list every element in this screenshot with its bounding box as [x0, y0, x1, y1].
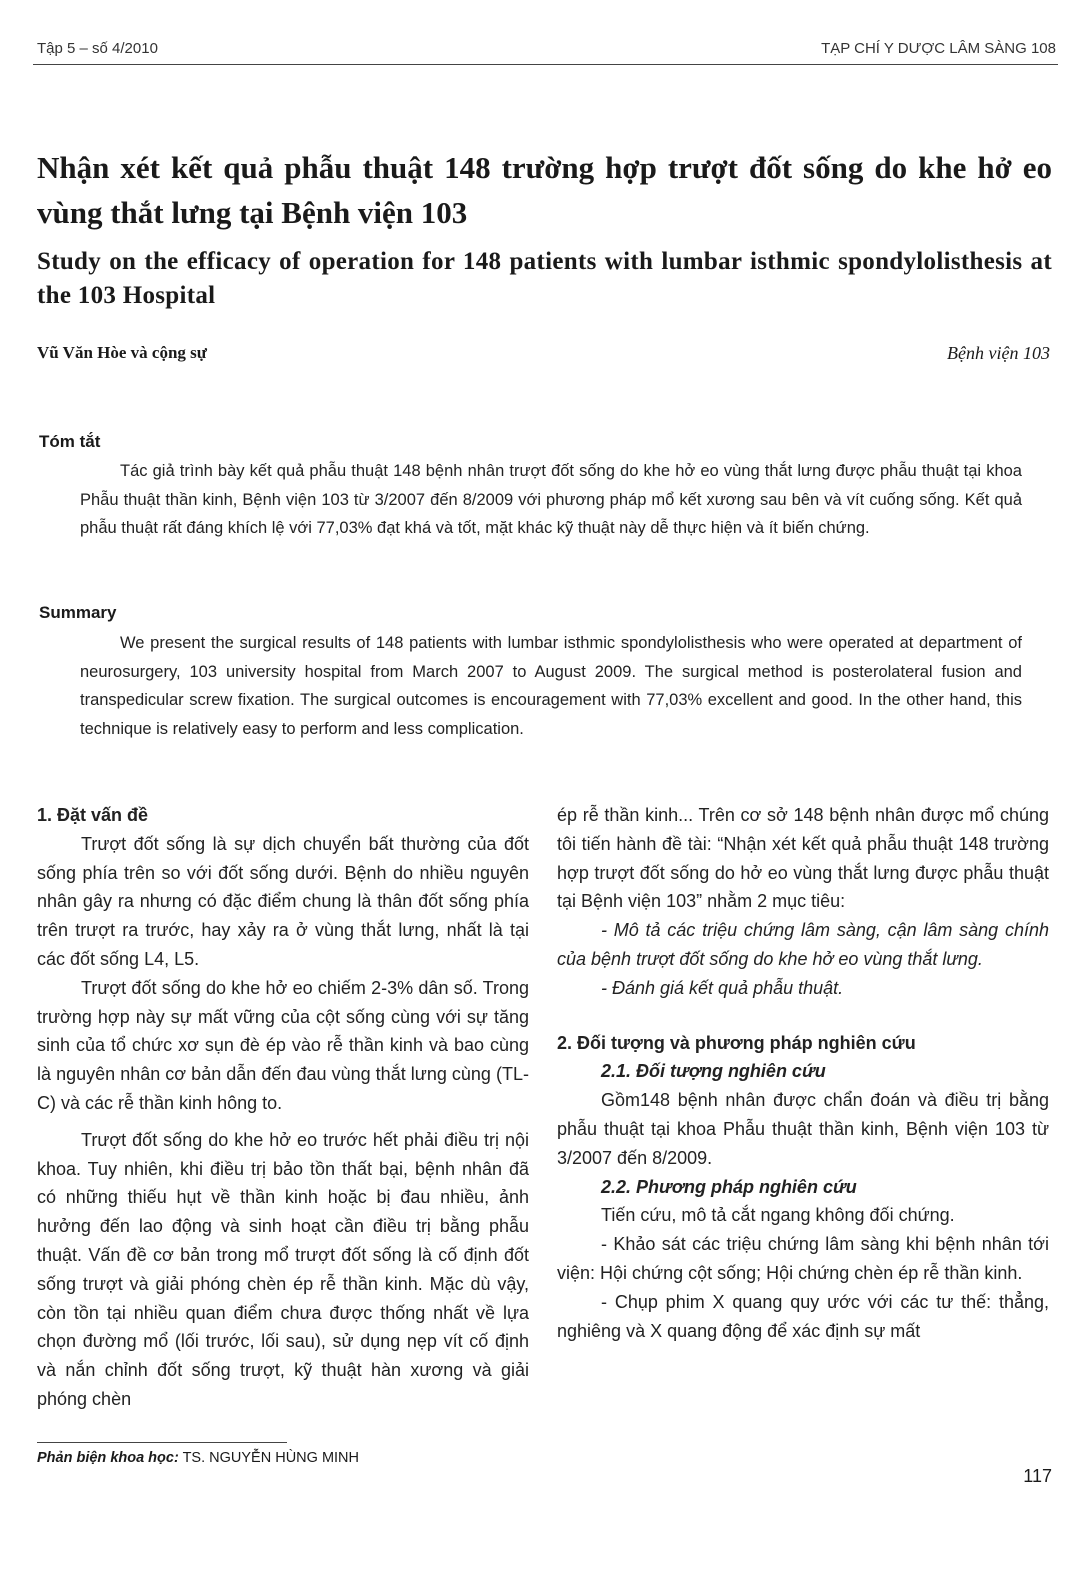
right-column — [557, 801, 1049, 1345]
subsection-2-1: 2.1. Đối tượng nghiên cứu — [601, 1061, 826, 1082]
section-2-heading: 2. Đối tượng và phương pháp nghiên cứu — [557, 1032, 916, 1053]
reviewer-name: TS. NGUYỄN HÙNG MINH — [182, 1450, 359, 1466]
objective-2: - Đánh giá kết quả phẫu thuật. — [601, 977, 844, 998]
reviewer-label: Phản biện khoa học: — [37, 1450, 179, 1466]
paragraph: Trượt đốt sống do khe hở eo chiếm 2-3% dân số. Trong trường hợp này sự mất vững của cột sống cùng với sự tăng sinh của tổ chức xơ sụn đè ép vào rễ thần kinh và bao cùng là nguyên nhân cơ bản dẫn đến đau vùng thắt lưng cùng (TL-C) và các rễ thần kinh hông to. — [37, 977, 529, 1113]
article-subtitle-en: Study on the efficacy of operation for 148 patients with lumbar isthmic spondylolisthesis at the 103 Hospital — [37, 248, 1052, 309]
paragraph: - Khảo sát các triệu chứng lâm sàng khi bệnh nhân tới viện: Hội chứng cột sống; Hội chứng chèn ép rễ thần kinh. — [557, 1234, 1049, 1283]
author: Vũ Văn Hòe và cộng sự — [37, 343, 207, 362]
paragraph: Trượt đốt sống là sự dịch chuyển bất thường của đốt sống phía trên so với đốt sống dưới. Bệnh do nhiều nguyên nhân gây ra nhưng có đặc điểm chung là thân đốt sống phía trên trượt ra trước, hay xảy ra ở vùng thắt lưng, nhất là tại các đốt sống L4, L5. — [37, 833, 529, 969]
paragraph: - Chụp phim X quang quy ước với các tư thế: thẳng, nghiêng và X quang động để xác định sự mất — [557, 1291, 1049, 1341]
objective-1: - Mô tả các triệu chứng lâm sàng, cận lâm sàng chính của bệnh trượt đốt sống do khe hở eo vùng thắt lưng. — [557, 920, 1049, 969]
affiliation: Bệnh viện 103 — [947, 343, 1050, 363]
article-title: Nhận xét kết quả phẫu thuật 148 trường hợp trượt đốt sống do khe hở eo vùng thắt lưng tại Bệnh viện 103 — [37, 150, 1052, 230]
tomtat-heading: Tóm tắt — [39, 432, 101, 451]
footnote-rule — [37, 1442, 287, 1443]
journal-issue: Tập 5 – số 4/2010 — [37, 40, 158, 57]
section-1-heading: 1. Đặt vấn đề — [37, 805, 149, 825]
left-column — [37, 801, 529, 1414]
journal-name: TẠP CHÍ Y DƯỢC LÂM SÀNG 108 — [821, 40, 1056, 57]
paragraph: Gồm148 bệnh nhân được chẩn đoán và điều trị bằng phẫu thuật tại khoa Phẫu thuật thần kinh, Bệnh viện 103 từ 3/2007 đến 8/2009. — [557, 1090, 1049, 1168]
header-rule — [33, 64, 1058, 65]
reviewer-note — [37, 1450, 359, 1466]
paragraph: ép rễ thần kinh... Trên cơ sở 148 bệnh nhân được mổ chúng tôi tiến hành đề tài: “Nhận xét kết quả phẫu thuật 148 trường hợp trượt đốt sống do hở eo vùng thắt lưng được phẫu thuật tại Bệnh viện 103” nhằm 2 mục tiêu: — [557, 805, 1049, 912]
page-number: 117 — [1023, 1466, 1052, 1486]
summary-heading: Summary — [39, 603, 117, 622]
subsection-2-2: 2.2. Phương pháp nghiên cứu — [601, 1176, 857, 1197]
paragraph: Tiến cứu, mô tả cắt ngang không đối chứng. — [601, 1205, 955, 1226]
paragraph: Trượt đốt sống do khe hở eo trước hết phải điều trị nội khoa. Tuy nhiên, khi điều trị bảo tồn thất bại, bệnh nhân đã có những thiếu hụt về thần kinh hoặc bị đau nhiều, ảnh hưởng đến lao động và sinh hoạt cần điều trị bằng phẫu thuật. Vấn đề cơ bản trong mổ trượt đốt sống là cố định đốt sống trượt và giải phóng chèn ép rễ thần kinh. Mặc dù vậy, còn tồn tại nhiều quan điểm chưa được thống nhất về lựa chọn đường mổ (lối trước, lối sau), sử dụng nẹp vít cố định và nắn chỉnh đốt sống trượt, kỹ thuật hàn xương và giải phóng chèn — [37, 1129, 529, 1409]
summary-text: We present the surgical results of 148 patients with lumbar isthmic spondylolisthesis who were operated at department of neurosurgery, 103 university hospital from March 2007 to August 2009. The surgical method is posterolateral fusion and transpedicular screw fixation. The surgical outcomes is encouragement with 77,03% excellent and good. In the other hand, this technique is relatively easy to perform and less complication. — [80, 634, 1022, 738]
tomtat-text: Tác giả trình bày kết quả phẫu thuật 148 bệnh nhân trượt đốt sống do khe hở eo vùng thắt lưng được phẫu thuật tại khoa Phẫu thuật thần kinh, Bệnh viện 103 từ 3/2007 đến 8/2009 với phương pháp mổ kết xương sau bên và vít cuống sống. Kết quả phẫu thuật rất đáng khích lệ với 77,03% đạt khá và tốt, mặt khác kỹ thuật này dễ thực hiện và ít biến chứng. — [80, 462, 1022, 538]
